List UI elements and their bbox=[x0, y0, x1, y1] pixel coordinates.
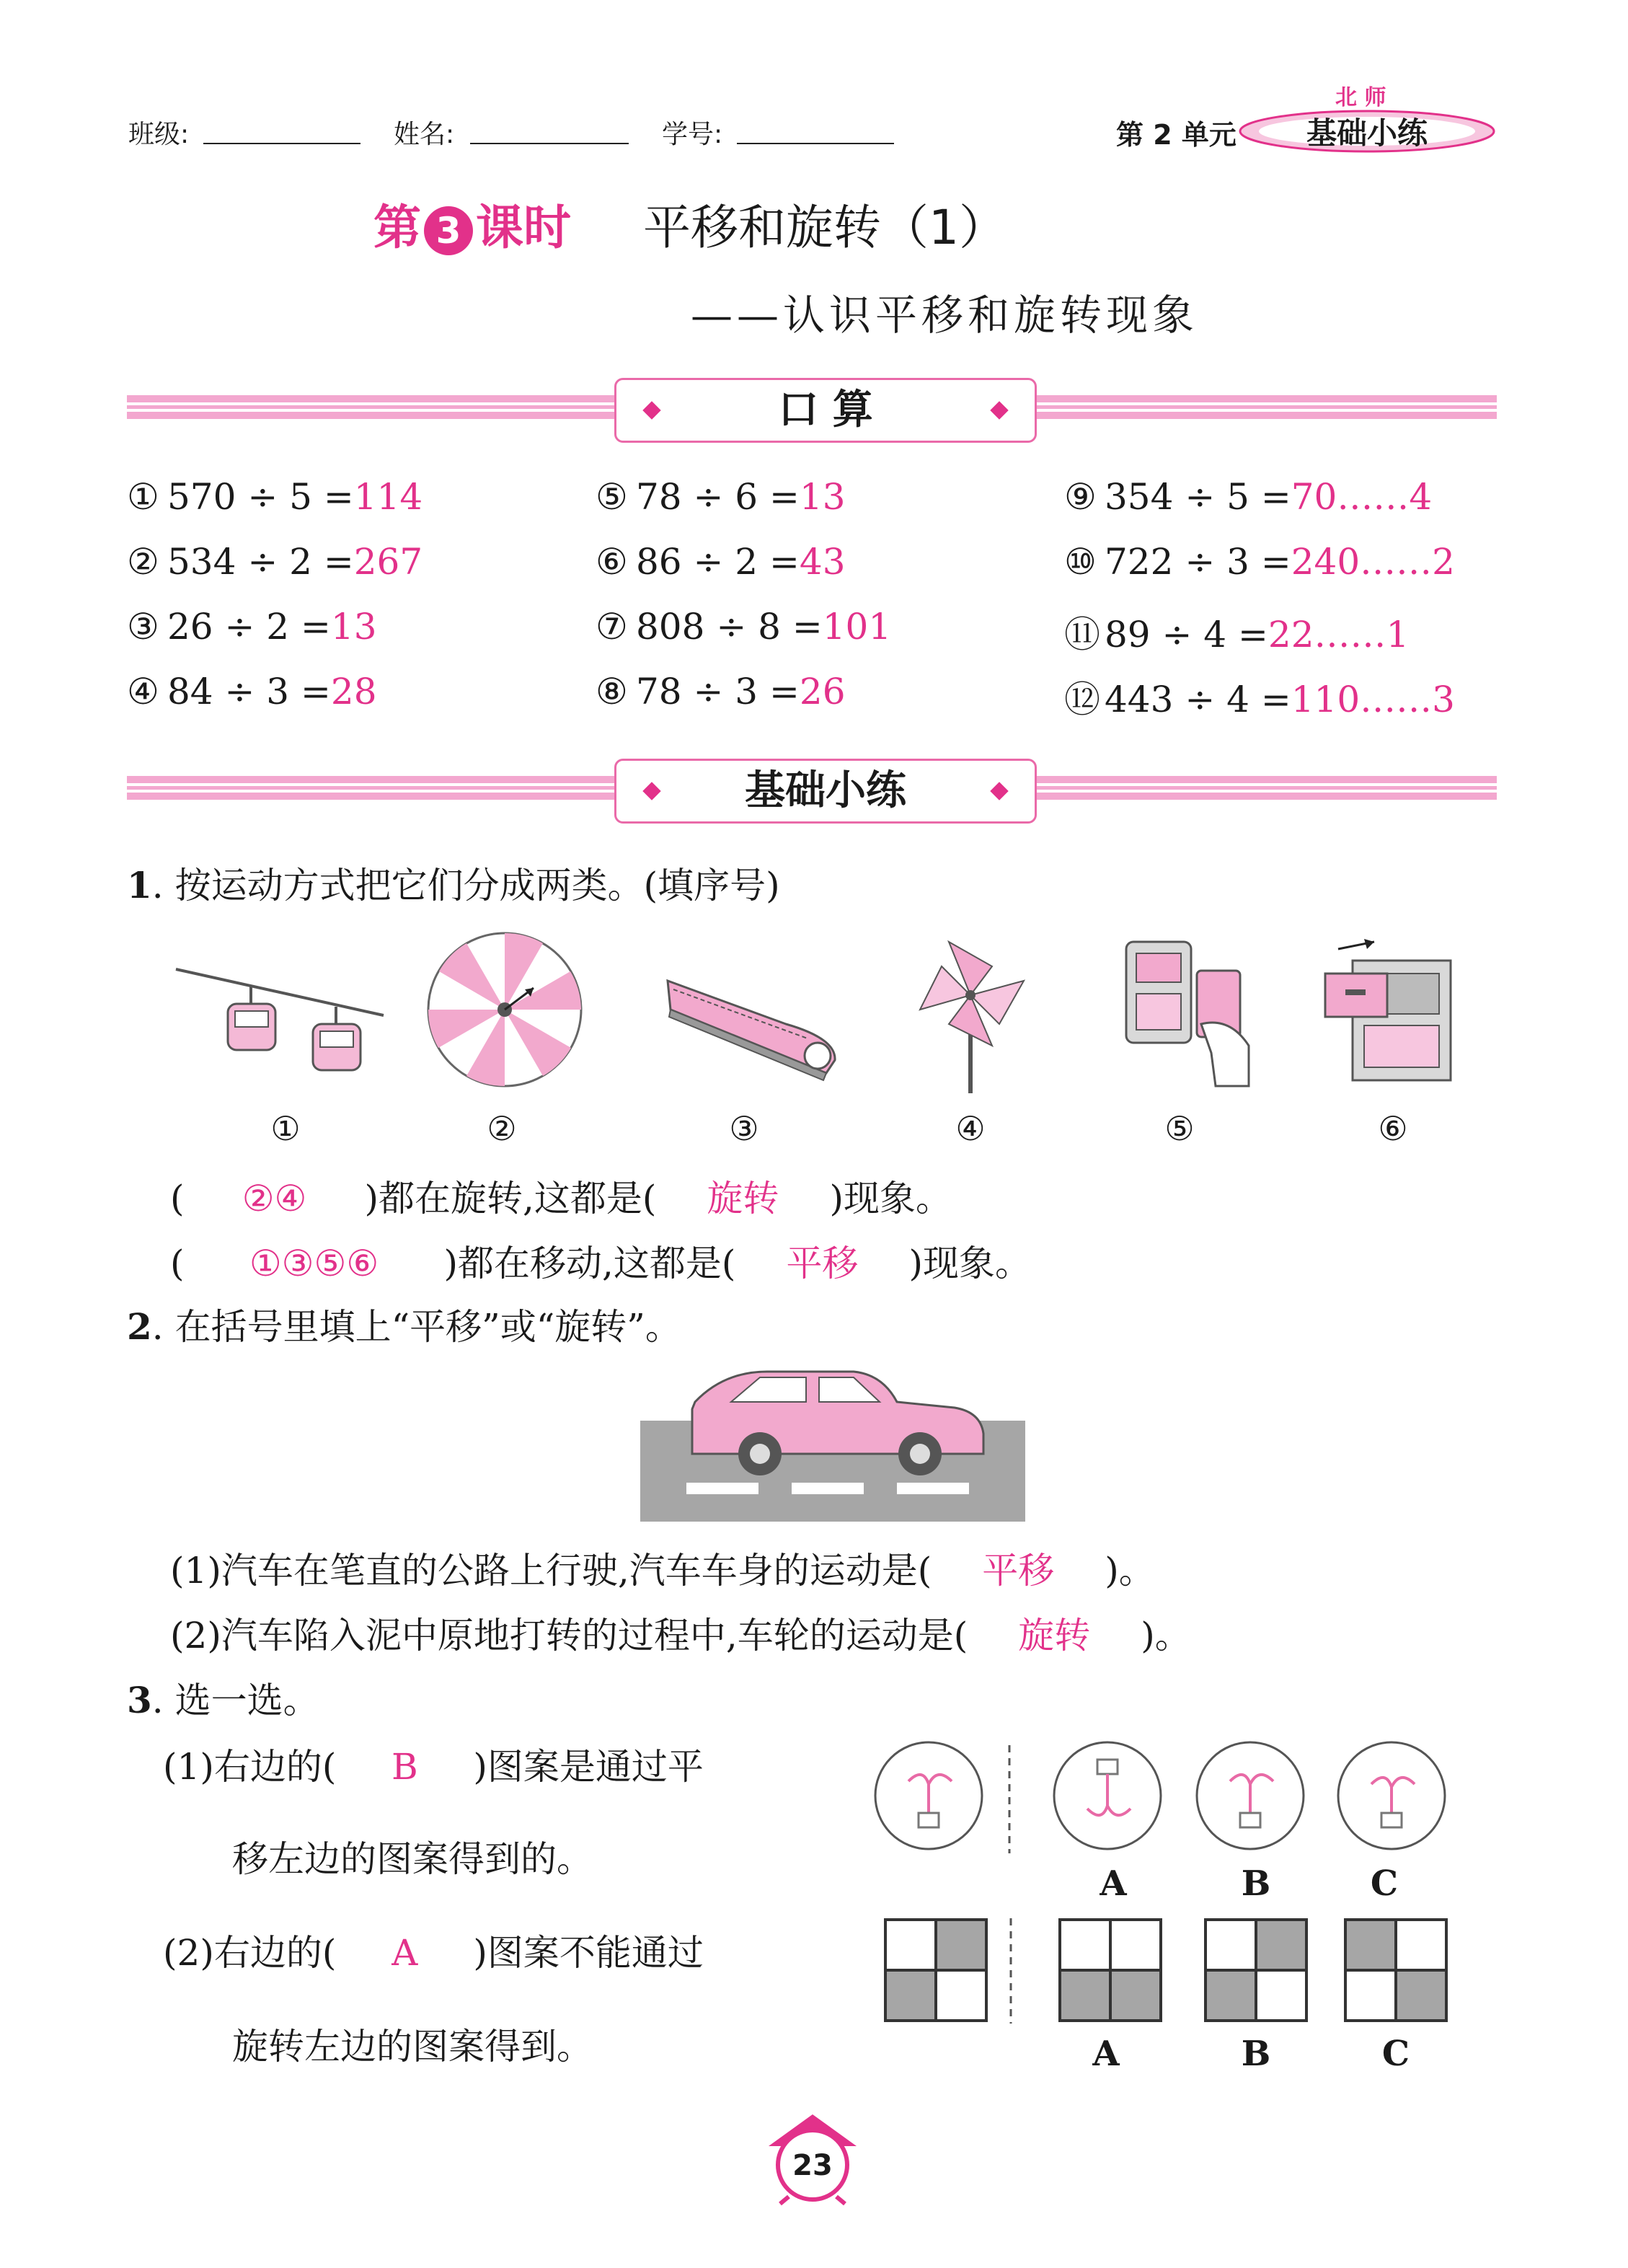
unit-label: 第 2 单元 bbox=[1116, 119, 1237, 151]
option-label: A bbox=[1092, 2034, 1120, 2074]
calc-item: ⑪ 89 ÷ 4 =22……1 bbox=[1064, 614, 1410, 656]
q1-answer-translation-items[interactable]: ①③⑤⑥ bbox=[249, 1243, 379, 1284]
lesson-suffix: 课时 bbox=[476, 200, 571, 255]
q2-answer-2[interactable]: 旋转 bbox=[1018, 1615, 1091, 1656]
diamond-icon bbox=[642, 782, 660, 800]
car-on-road-picture bbox=[637, 1369, 1027, 1523]
series-title: 基础小练 bbox=[1306, 115, 1428, 151]
section-title-mental-math: 口 算 bbox=[614, 378, 1037, 443]
calc-item: ⑩ 722 ÷ 3 =240……2 bbox=[1064, 541, 1455, 583]
calc-item: ② 534 ÷ 2 =267 bbox=[127, 541, 423, 583]
lesson-label bbox=[373, 189, 571, 257]
diamond-icon bbox=[642, 401, 660, 419]
option-label: A bbox=[1100, 1863, 1127, 1904]
option-label: C bbox=[1370, 1863, 1399, 1904]
option-label: C bbox=[1381, 2034, 1410, 2074]
calc-item: ③ 26 ÷ 2 =13 bbox=[127, 606, 377, 648]
student-id-label: 学号: bbox=[662, 120, 723, 149]
spinning-wheel-picture bbox=[425, 930, 584, 1089]
page-number: 23 bbox=[792, 2149, 833, 2182]
picture-label: ③ bbox=[729, 1109, 759, 1148]
rotation-patterns bbox=[884, 1918, 1454, 2026]
cable-car-picture bbox=[176, 952, 385, 1075]
calc-item: ⑤ 78 ÷ 6 =13 bbox=[596, 476, 846, 518]
calc-item: ⑫ 443 ÷ 4 =110……3 bbox=[1064, 679, 1455, 720]
question-2: 2. 在括号里填上“平移”或“旋转”。 bbox=[127, 1305, 681, 1348]
lesson-prefix: 第 bbox=[373, 200, 421, 255]
q1-answer-rotation-items[interactable]: ②④ bbox=[242, 1178, 307, 1219]
picture-label: ⑥ bbox=[1378, 1109, 1408, 1148]
class-label: 班级: bbox=[128, 120, 190, 149]
bullet-train-picture bbox=[663, 959, 844, 1082]
name-label: 姓名: bbox=[394, 120, 455, 149]
q3-answer-1[interactable]: B bbox=[391, 1746, 418, 1788]
option-label: B bbox=[1241, 2034, 1271, 2074]
student-id-field[interactable] bbox=[737, 143, 894, 144]
pinwheel-picture bbox=[920, 937, 1028, 1096]
calc-item: ⑦ 808 ÷ 8 =101 bbox=[596, 606, 892, 648]
calc-item: ④ 84 ÷ 3 =28 bbox=[127, 671, 377, 712]
q3-answer-2[interactable]: A bbox=[391, 1932, 418, 1974]
drawer-cabinet-picture bbox=[1317, 942, 1461, 1086]
pattern-original bbox=[875, 1742, 982, 1849]
calc-item: ⑥ 86 ÷ 2 =43 bbox=[596, 541, 846, 583]
q1-line-rotation: ( ②④ )都在旋转,这都是( 旋转 )现象。 bbox=[170, 1170, 952, 1222]
lesson-subtitle: ——认识平移和旋转现象 bbox=[691, 291, 1199, 340]
q2-answer-1[interactable]: 平移 bbox=[982, 1550, 1055, 1592]
q1-line-translation: ( ①③⑤⑥ )都在移动,这都是( 平移 )现象。 bbox=[170, 1235, 1031, 1287]
lesson-number: 3 bbox=[424, 206, 473, 255]
card-machine-picture bbox=[1122, 937, 1266, 1089]
picture-label: ⑤ bbox=[1164, 1109, 1195, 1148]
q3-item-1: (1)右边的( B )图案是通过平 bbox=[163, 1746, 704, 1788]
diamond-icon bbox=[990, 401, 1008, 419]
calc-item: ① 570 ÷ 5 =114 bbox=[127, 476, 423, 518]
series-publisher: 北 师 bbox=[1335, 85, 1386, 110]
picture-label: ④ bbox=[955, 1109, 986, 1148]
q3-item-1-cont: 移左边的图案得到的。 bbox=[232, 1838, 593, 1880]
name-field[interactable] bbox=[470, 143, 629, 144]
lesson-title: 平移和旋转（1） bbox=[643, 200, 1007, 255]
translation-patterns bbox=[872, 1738, 1464, 1861]
q2-item-2: (2)汽车陷入泥中原地打转的过程中,车轮的运动是( 旋转 )。 bbox=[170, 1607, 1191, 1659]
diamond-icon bbox=[990, 782, 1008, 800]
q3-item-2: (2)右边的( A )图案不能通过 bbox=[163, 1932, 704, 1974]
q1-answer-rotation-type[interactable]: 旋转 bbox=[707, 1178, 779, 1219]
calc-item: ⑨ 354 ÷ 5 =70……4 bbox=[1064, 476, 1433, 518]
picture-label: ① bbox=[270, 1109, 301, 1148]
calc-item: ⑧ 78 ÷ 3 =26 bbox=[596, 671, 846, 712]
class-field[interactable] bbox=[203, 143, 360, 144]
section-title-basic-practice: 基础小练 bbox=[614, 759, 1037, 824]
q1-answer-translation-type[interactable]: 平移 bbox=[786, 1243, 859, 1284]
option-label: B bbox=[1241, 1863, 1271, 1904]
q3-item-2-cont: 旋转左边的图案得到。 bbox=[232, 2026, 593, 2068]
question-1: 1. 按运动方式把它们分成两类。(填序号) bbox=[127, 864, 780, 906]
picture-label: ② bbox=[487, 1109, 517, 1148]
q2-item-1: (1)汽车在笔直的公路上行驶,汽车车身的运动是( 平移 )。 bbox=[170, 1542, 1155, 1594]
question-3: 3. 选一选。 bbox=[127, 1679, 319, 1721]
